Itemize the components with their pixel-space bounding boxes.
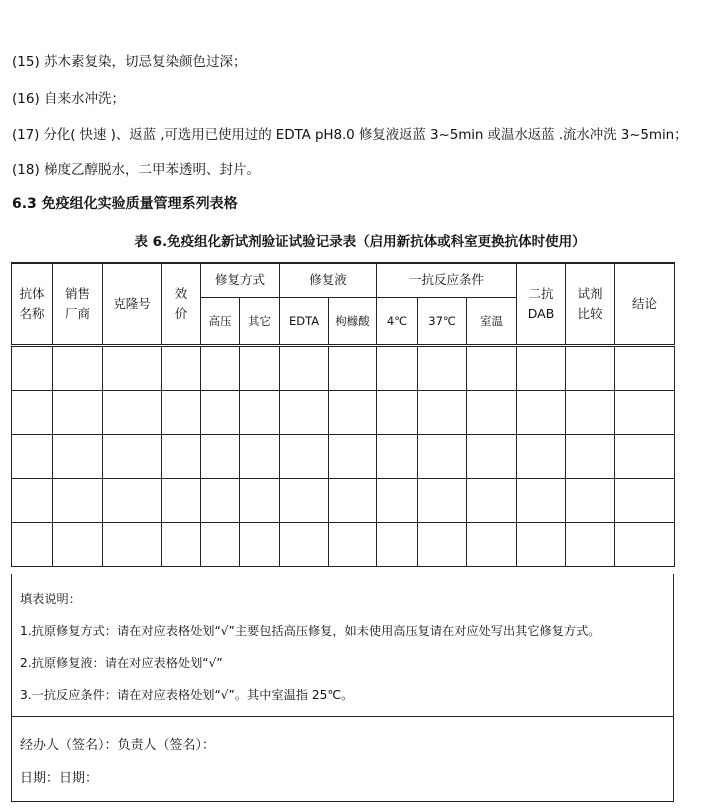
- table-cell[interactable]: [418, 390, 467, 434]
- header-clone: 克隆号: [103, 263, 162, 345]
- table-cell[interactable]: [12, 434, 53, 478]
- signature-block: [11, 716, 674, 802]
- table-cell[interactable]: [201, 390, 240, 434]
- table-cell[interactable]: [201, 478, 240, 522]
- table-cell[interactable]: [615, 390, 675, 434]
- table-cell[interactable]: [467, 434, 517, 478]
- table-cell[interactable]: [517, 434, 566, 478]
- table-cell[interactable]: [12, 345, 53, 390]
- table-cell[interactable]: [517, 478, 566, 522]
- step-18: (18) 梯度乙醇脱水，二甲苯透明、封片。: [12, 162, 261, 178]
- instruction-2: 2.抗原修复液：请在对应表格处划“√”: [20, 656, 223, 670]
- table-cell[interactable]: [329, 390, 377, 434]
- table-cell[interactable]: [12, 478, 53, 522]
- table-cell[interactable]: [377, 478, 418, 522]
- table-cell[interactable]: [329, 345, 377, 390]
- table-cell[interactable]: [280, 434, 329, 478]
- table-cell[interactable]: [280, 478, 329, 522]
- table-row: [12, 434, 675, 478]
- table-cell[interactable]: [53, 434, 103, 478]
- table-cell[interactable]: [240, 522, 280, 566]
- table-cell[interactable]: [162, 434, 201, 478]
- date-line[interactable]: 日期：日期：: [20, 771, 99, 786]
- table-row: [12, 345, 675, 390]
- table-cell[interactable]: [53, 345, 103, 390]
- table-cell[interactable]: [566, 522, 615, 566]
- table-cell[interactable]: [418, 434, 467, 478]
- table-cell[interactable]: [162, 522, 201, 566]
- table-cell[interactable]: [201, 522, 240, 566]
- instruction-3: 3.一抗反应条件：请在对应表格处划“√”。其中室温指 25℃。: [20, 688, 354, 702]
- header-room-temp: 室温: [467, 297, 517, 345]
- table-cell[interactable]: [467, 390, 517, 434]
- table-row: [12, 478, 675, 522]
- table-cell[interactable]: [418, 522, 467, 566]
- table-cell[interactable]: [615, 434, 675, 478]
- table-cell[interactable]: [377, 345, 418, 390]
- record-table: [11, 262, 675, 567]
- table-cell[interactable]: [517, 390, 566, 434]
- table-cell[interactable]: [377, 390, 418, 434]
- table-cell[interactable]: [329, 522, 377, 566]
- header-temp-4: 4℃: [377, 297, 418, 345]
- table-row: [12, 522, 675, 566]
- table-cell[interactable]: [467, 345, 517, 390]
- table-cell[interactable]: [12, 522, 53, 566]
- table-cell[interactable]: [162, 390, 201, 434]
- table-row: [12, 390, 675, 434]
- table-cell[interactable]: [240, 434, 280, 478]
- table-cell[interactable]: [162, 478, 201, 522]
- table-cell[interactable]: [240, 345, 280, 390]
- header-reagent-compare: 试剂比较: [566, 263, 615, 345]
- header-repair-method: 修复方式: [201, 263, 280, 297]
- header-other: 其它: [240, 297, 280, 345]
- header-secondary-dab: 二抗DAB: [517, 263, 566, 345]
- table-cell[interactable]: [566, 390, 615, 434]
- table-cell[interactable]: [377, 434, 418, 478]
- table-cell[interactable]: [566, 345, 615, 390]
- header-high-pressure: 高压: [201, 297, 240, 345]
- step-15: (15) 苏木素复染，切忌复染颜色过深；: [12, 54, 247, 70]
- table-cell[interactable]: [162, 345, 201, 390]
- fill-instructions: [11, 574, 674, 717]
- instructions-title: 填表说明：: [20, 592, 81, 606]
- header-titer: 效价: [162, 263, 201, 345]
- header-repair-solution: 修复液: [280, 263, 377, 297]
- table-cell[interactable]: [615, 522, 675, 566]
- table-cell[interactable]: [517, 522, 566, 566]
- table-cell[interactable]: [517, 345, 566, 390]
- table-cell[interactable]: [467, 522, 517, 566]
- table-cell[interactable]: [240, 478, 280, 522]
- header-vendor: 销售厂商: [53, 263, 103, 345]
- header-temp-37: 37℃: [418, 297, 467, 345]
- table-cell[interactable]: [615, 345, 675, 390]
- table-cell[interactable]: [53, 390, 103, 434]
- table-cell[interactable]: [418, 478, 467, 522]
- instruction-1: 1.抗原修复方式：请在对应表格处划“√”主要包括高压修复，如未使用高压复请在对应处写出其它修复方式。: [20, 624, 601, 638]
- table-cell[interactable]: [377, 522, 418, 566]
- header-antibody-name: 抗体名称: [12, 263, 53, 345]
- table-cell[interactable]: [418, 345, 467, 390]
- step-16: (16) 自来水冲洗；: [12, 91, 126, 107]
- table-cell[interactable]: [103, 390, 162, 434]
- table-cell[interactable]: [53, 522, 103, 566]
- table-caption: 表 6.免疫组化新试剂验证试验记录表（启用新抗体或科室更换抗体时使用）: [134, 234, 586, 250]
- table-cell[interactable]: [53, 478, 103, 522]
- table-cell[interactable]: [280, 390, 329, 434]
- table-cell[interactable]: [103, 345, 162, 390]
- step-17: (17) 分化( 快速 )、返蓝 ,可选用已使用过的 EDTA pH8.0 修复液返蓝 3~5min 或温水返蓝 .流水冲洗 3~5min；: [12, 127, 688, 143]
- table-cell[interactable]: [467, 478, 517, 522]
- table-cell[interactable]: [329, 434, 377, 478]
- table-cell[interactable]: [240, 390, 280, 434]
- table-cell[interactable]: [615, 478, 675, 522]
- table-cell[interactable]: [566, 478, 615, 522]
- section-heading: 6.3 免疫组化实验质量管理系列表格: [12, 196, 238, 212]
- table-cell[interactable]: [201, 434, 240, 478]
- table-cell[interactable]: [103, 478, 162, 522]
- table-cell[interactable]: [566, 434, 615, 478]
- table-cell[interactable]: [201, 345, 240, 390]
- table-cell[interactable]: [329, 478, 377, 522]
- table-cell[interactable]: [103, 522, 162, 566]
- header-edta: EDTA: [280, 297, 329, 345]
- header-primary-conditions: 一抗反应条件: [377, 263, 517, 297]
- signature-line[interactable]: 经办人（签名）：负责人（签名）：: [20, 738, 216, 753]
- header-citrate: 枸橼酸: [329, 297, 377, 345]
- table-cell[interactable]: [103, 434, 162, 478]
- header-conclusion: 结论: [615, 263, 675, 345]
- table-cell[interactable]: [12, 390, 53, 434]
- table-cell[interactable]: [280, 522, 329, 566]
- table-cell[interactable]: [280, 345, 329, 390]
